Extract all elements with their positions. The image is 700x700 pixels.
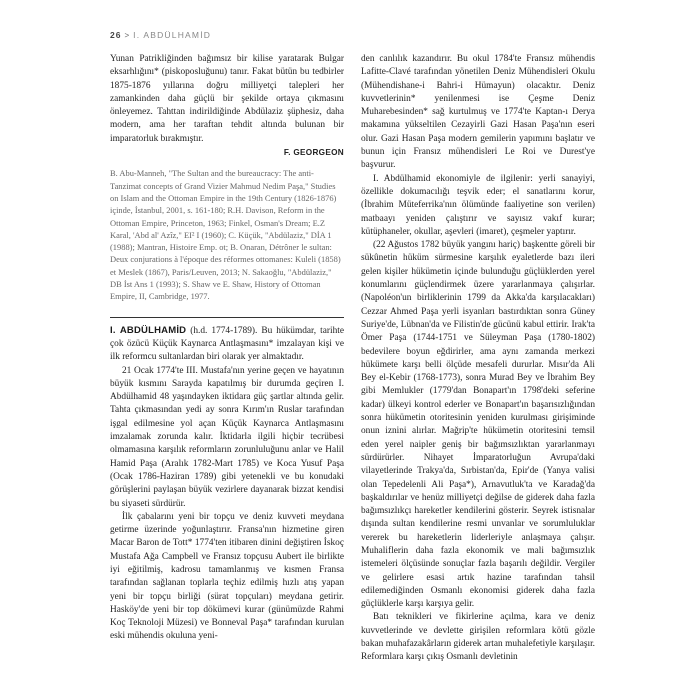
separator-chevron-icon: > [124,30,131,40]
entry-intro-text: (h.d. 1774-1789). Bu hükümdar, tarihte çok özücü Küçük Kaynarca Antlaşmasını* imzalayan kişi ve ilk reformcu sultanlardan biri olarak yer almaktadır. [110,325,345,363]
left-column [110,53,344,644]
body-paragraph: İlk çabalarını yeni bir topçu ve deniz kuvveti meydana getirme üzerinde yoğunlaştırır. Fransa'nın hizmetine giren Macar Baron de Tott* 1774'ten itibaren dinini değiştiren İskoç Mustafa Ağa Campbell ve Fransız topçusu Aubert ile birlikte iyi eğitilmiş, kadrosu tamamlanmış ve kısmen Fransa tarafından sağlanan toplarla teçhiz edilmiş hızlı atış yapan yeni bir topçu birliği (sürat topçuları) meydana getirir. Hasköy'de yeni bir top dökümevi kurar (günümüzde Rahmi Koç Teknoloji Müzesi) ve Bonneval Paşa* tarafından kurulan eski mühendis okuluna yeni- [110,511,344,642]
bibliography: B. Abu-Manneh, "The Sultan and the bureaucracy: The anti-Tanzimat concepts of Grand Vizier Mahmud Nedim Paşa," Studies on Islam and the Ottoman Empire in the 19th Century (1826-1876) içinde, İstanbul, 2001, s. 161-180; R.H. Davison, Reform in the Ottoman Empire, Princeton, 1963; Finkel, Osman's Dream; E.Z Karal, 'Abd al' Azîz," EI² I (1960); C. Küçük, "Abdülaziz," DİA 1 (1988); Mantran, Histoire Emp. ot; B. Onaran, Détrôner le sultan: Deux conjurations à l'époque des réformes ottomanes: Kuleli (1858) et Meslek (1867), Paris/Leuven, 2013; N. Sakaoğlu, "Abdülaziz," DB İst Ans 1 (1993); S. Shaw ve E. Shaw, History of Ottoman Empire, II, Cambridge, 1977. [110,168,341,302]
entry-title: I. ABDÜLHAMİD [110,324,187,336]
body-paragraph: (22 Ağustos 1782 büyük yangını hariç) başkentte göreli bir sükûnetin hüküm sürmesine karşılık eyaletlerde bazı ileri gelen kişiler hükümetin içinde bulunduğu güçlüklerden yerel konumlarını güçlendirmek üzere yararlanmaya çalışırlar. (Napoléon'un birliklerinin 1799 da Akka'da karşılacakları) Cezzar Ahmed Paşa yerli isyanları bastırdıktan sonra Güney Suriye'de, Lübnan'da ve Filistin'de gücünü kabul ettirir. Irak'ta Ömer Paşa (1744-1751 ve Süleyman Paşa (1780-1802) bedevilere boyun eğdirirler, ama aynı zamanda merkezi hükümete karşı belli ölçüde mesafeli dururlar. Mısır'da Ali Bey el-Kebir (1768-1773), sonra Murad Bey ve İbrahim Bey gibi Memlukler (1779'dan Bonapart'ın 1798'deki seferine kadar) ülkeyi kontrol ederler ve Bonapart'ın başarısızlığından sonra hükümetin otoritesinin yeniden kurulması girişiminde onun iznini alırlar. Mağrip'te hükümetin otoritesini temsil eden yerel naipler geniş bir bağımsızlıktan yararlanmayı sürdürürler. Nihayet İmparatorluğun Avrupa'daki vilayetlerinde Trakya'da, Sırbistan'da, Epir'de (Yanya valisi olan Tepedelenli Ali Paşa*), Arnavutluk'ta ve Karadağ'da başkaldırılar ve henüz milliyetçi değilse de giderek daha fazla bağımsızlıkçı hareketler kendilerini gösterir. Seyrek istisnalar dışında sultan kendilerine resmi unvanlar ve sorumluluklar vererek bu hareketlerin liderleriyle anlaşmaya çalışır. Muhaliflerin daha fazla ekonomik ve mali bağımsızlık istemeleri ölçüsünde sonuçlar fazla başarılı değildir. Vergiler ve gelirlere esasi artık hazine tarafından tahsil edilemediğinden Osmanlı ekonomisi giderek daha fazla güçlüklerle karşı karşıya gelir. [361,240,595,610]
body-paragraph: 21 Ocak 1774'te III. Mustafa'nın yerine geçen ve hayatının büyük kısmını Sarayda kapatılmış bir durumda geçiren I. Abdülhamid 48 yaşındayken iktidara güç şartlar altında gelir. Tahta çıkmasından yedi ay sonra Kırım'ın Ruslar tarafından işgal edilmesine yol açan Küçük Kaynarca Antlaşmasını imzalamak zorunda kalır. İktidarla ilgili hiçbir tecrübesi olmamasına karşılık reformların zorunluluğunu anlar ve Halil Hamid Paşa (Aralık 1782-Mart 1785) ve Koca Yusuf Paşa (Ocak 1786-Haziran 1789) gibi yetenekli ve bu konudaki görüşlerini paylaşan büyük vezirlere dayanarak bizzat kendisi bu siyaseti sürdürür. [110,365,344,509]
page-number: 26 [110,30,122,40]
running-title: I. ABDÜLHAMİD [133,30,212,40]
body-paragraph: I. Abdülhamid ekonomiyle de ilgilenir: yerli sanayiyi, özellikle dokumacılığı teşvik eder; el sanatlarını korur, (İbrahim Müteferrika'nın ölümünde faaliyetine son verilen) matbaayı yeniden çalıştırır ve sayısız vakıf kurar; kütüphaneler, okullar, aşevleri (imaret), çeşmeler yaptırır. [361,173,595,237]
running-header [110,29,590,41]
entry-intro-paragraph [110,324,344,365]
body-paragraph: Batı teknikleri ve fikirlerine açılma, kara ve deniz kuvvetlerinde ve devlette girişilen reformlara kötü gözle bakan muhafazakârların giderek artan muhalefetiyle karşılaşır. Reformlara karşı çıkış Osmanlı devletinin [361,612,595,663]
author-signature: F. GEORGEON [283,148,344,158]
body-paragraph: den canlılık kazandırır. Bu okul 1784'te Fransız mühendis Lafitte-Clavé tarafından yönetilen Deniz Mühendisleri Okulu (Mühendishane-i Bahri-i Hümayun) olacaktır. Deniz kuvvetlerinin* yenilenmesi ise Çeşme Deniz Muharebesinden* sağ kurtulmuş ve 1774'te Kaptan-ı Derya makamına yükseltilen Cezayirli Gazi Hasan Paşa'nın eseri olur. Gazi Hasan Paşa modern gemilerin yapımını başlatır ve bunun için Fransız mühendisleri Le Roi ve Durest'ye başvurur. [361,54,595,171]
abdulaziz-closing-paragraph: Yunan Patrikliğinden bağımsız bir kilise yaratarak Bulgar eksarhlığını* (piskoposluğunu) tanır. Fakat bütün bu tedbirler 1875-1876 yıllarına doğru milliyetçi talepleri her zamankinden daha güçlü bir şekilde ortaya çıkmasını önleyemez. Tahttan indirildiğinde Abdülaziz şüphesiz, daha modern, ama her taraftan tehdit altında bulunan bir imparatorluk bırakmıştır. [110,54,344,144]
entry-divider [110,317,344,318]
right-column [361,53,595,665]
